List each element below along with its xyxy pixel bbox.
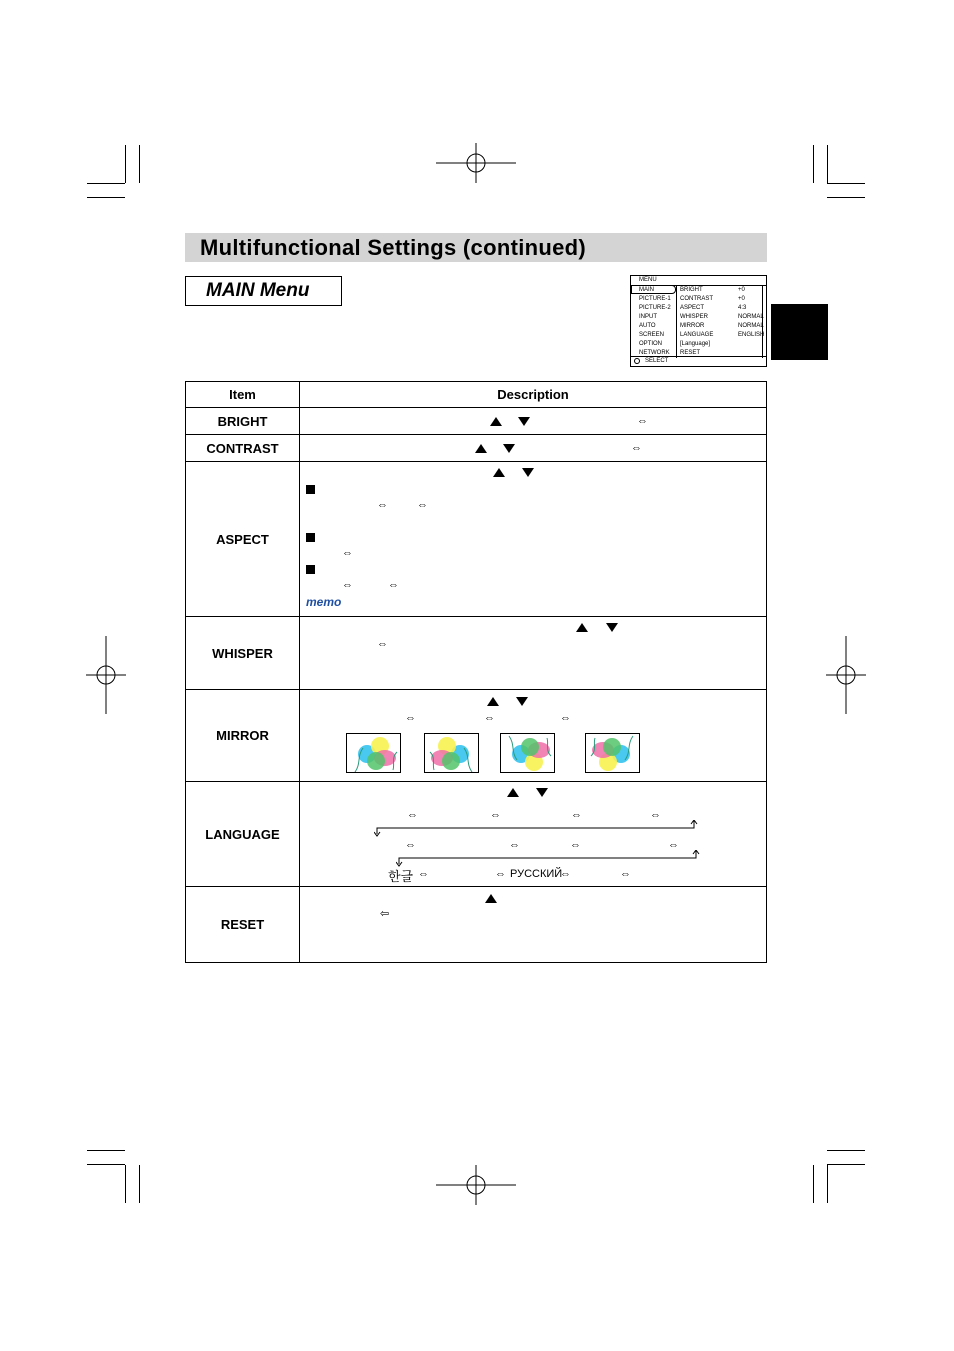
arrow-both-icon: ⇔ [495, 868, 506, 880]
item-language: LANGUAGE [186, 782, 300, 887]
osd-divider [676, 285, 677, 358]
arrow-both-icon: ⇔ [509, 839, 520, 851]
crop-mark [139, 145, 140, 183]
osd-right-label: WHISPER [680, 314, 709, 320]
title-bar [185, 233, 767, 262]
osd-left-item: PICTURE-1 [639, 296, 671, 302]
osd-left-item: MAIN [639, 287, 654, 293]
arrow-both-icon: ⇔ [417, 499, 428, 511]
item-reset: RESET [186, 887, 300, 963]
table-row-bright [186, 408, 767, 435]
description-bright [300, 408, 767, 435]
osd-left-item: NETWORK [639, 350, 670, 356]
crop-mark [827, 1164, 865, 1165]
triangle-down-icon [606, 623, 618, 632]
arrow-both-icon: ⇔ [342, 579, 353, 591]
arrow-both-icon: ⇔ [631, 442, 642, 454]
crop-mark [125, 145, 126, 183]
crop-mark [813, 1165, 814, 1203]
arrow-both-icon: ⇔ [407, 809, 418, 821]
item-aspect: ASPECT [186, 462, 300, 617]
osd-right-label: BRIGHT [680, 287, 703, 293]
item-mirror: MIRROR [186, 690, 300, 782]
table-row-language [186, 782, 767, 887]
crop-mark [827, 1150, 865, 1151]
bullet-square-icon [306, 485, 315, 494]
section-title-box [185, 276, 342, 306]
osd-footer [631, 356, 766, 366]
registration-mark-right [826, 636, 866, 714]
arrow-both-icon: ⇔ [668, 839, 679, 851]
osd-header-label: MENU [639, 277, 657, 283]
osd-right-value: NORMAL [738, 314, 764, 320]
mirror-hvinvert-image [585, 733, 640, 773]
osd-right-value: +0 [738, 296, 745, 302]
arrow-both-icon: ⇔ [377, 638, 388, 650]
crop-mark [87, 1150, 125, 1151]
arrow-both-icon: ⇔ [490, 809, 501, 821]
crop-mark [827, 145, 828, 183]
osd-footer-label: SELECT [645, 358, 669, 364]
crop-mark [87, 1164, 125, 1165]
triangle-up-icon [485, 894, 497, 903]
osd-right-label: MIRROR [680, 323, 705, 329]
osd-left-item: SCREEN [639, 332, 665, 338]
page-title: Multifunctional Settings (continued) [200, 235, 586, 260]
chapter-tab [771, 304, 828, 360]
description-aspect [300, 462, 767, 617]
table-header-row [186, 382, 767, 408]
osd-right-label: LANGUAGE [680, 332, 714, 338]
wrap-arrow-2 [396, 850, 702, 868]
table-row-reset [186, 887, 767, 963]
header-description: Description [300, 382, 767, 408]
osd-left-item: AUTO [639, 323, 656, 329]
mirror-hinvert-image [424, 733, 479, 773]
triangle-up-icon [487, 697, 499, 706]
crop-mark [813, 145, 814, 183]
arrow-both-icon: ⇔ [388, 579, 399, 591]
arrow-both-icon: ⇔ [571, 809, 582, 821]
arrow-both-icon: ⇔ [377, 499, 388, 511]
triangle-up-icon [490, 417, 502, 426]
osd-left-item: OPTION [639, 341, 663, 347]
osd-right-label: [Language] [680, 341, 711, 347]
osd-right-value: ENGLISH [738, 332, 765, 338]
osd-right-value: +0 [738, 287, 745, 293]
description-contrast [300, 435, 767, 462]
table-row-mirror [186, 690, 767, 782]
header-item: Item [186, 382, 300, 408]
triangle-up-icon [493, 468, 505, 477]
language-russian: РУССКИЙ [510, 868, 563, 880]
crop-mark [827, 1165, 828, 1203]
registration-mark-left [86, 636, 126, 714]
arrow-both-icon: ⇔ [560, 868, 571, 880]
arrow-both-icon: ⇔ [560, 712, 571, 724]
arrow-both-icon: ⇔ [650, 809, 661, 821]
registration-mark-top [436, 143, 516, 183]
osd-right-label: CONTRAST [680, 296, 713, 302]
arrow-both-icon: ⇔ [637, 415, 648, 427]
registration-mark-bottom [436, 1165, 516, 1205]
osd-left-item: INPUT [639, 314, 657, 320]
crop-mark [827, 197, 865, 198]
language-korean: 한글 [388, 869, 414, 884]
description-mirror [300, 690, 767, 782]
memo-label: memo [306, 595, 342, 609]
crop-mark [827, 183, 865, 184]
triangle-down-icon [518, 417, 530, 426]
osd-menu-screenshot [630, 275, 767, 367]
arrow-both-icon: ⇔ [620, 868, 631, 880]
triangle-up-icon [475, 444, 487, 453]
crop-mark [125, 1165, 126, 1203]
wrap-arrow-1 [374, 820, 700, 838]
select-icon [634, 358, 640, 364]
osd-right-value: NORMAL [738, 323, 764, 329]
crop-mark [87, 183, 125, 184]
description-reset [300, 887, 767, 963]
crop-mark [139, 1165, 140, 1203]
mirror-normal-image [346, 733, 401, 773]
description-language [300, 782, 767, 887]
osd-right-label: RESET [680, 350, 701, 356]
main-menu-table [185, 381, 767, 963]
item-whisper: WHISPER [186, 617, 300, 690]
arrow-both-icon: ⇔ [570, 839, 581, 851]
section-title: MAIN Menu [206, 280, 310, 301]
arrow-left-icon: ⇦ [380, 908, 390, 920]
arrow-both-icon: ⇔ [418, 868, 429, 880]
table-row-whisper [186, 617, 767, 690]
triangle-up-icon [507, 788, 519, 797]
mirror-vinvert-image [500, 733, 555, 773]
item-bright: BRIGHT [186, 408, 300, 435]
table-row-aspect [186, 462, 767, 617]
osd-right-value: 4:3 [738, 305, 747, 311]
bullet-square-icon [306, 565, 315, 574]
triangle-down-icon [536, 788, 548, 797]
triangle-up-icon [576, 623, 588, 632]
osd-left-item: PICTURE-2 [639, 305, 671, 311]
crop-mark [87, 197, 125, 198]
osd-right-label: ASPECT [680, 305, 705, 311]
description-whisper [300, 617, 767, 690]
triangle-down-icon [522, 468, 534, 477]
arrow-both-icon: ⇔ [342, 547, 353, 559]
arrow-both-icon: ⇔ [405, 712, 416, 724]
table-row-contrast [186, 435, 767, 462]
triangle-down-icon [503, 444, 515, 453]
item-contrast: CONTRAST [186, 435, 300, 462]
bullet-square-icon [306, 533, 315, 542]
triangle-down-icon [516, 697, 528, 706]
arrow-both-icon: ⇔ [405, 839, 416, 851]
arrow-both-icon: ⇔ [484, 712, 495, 724]
